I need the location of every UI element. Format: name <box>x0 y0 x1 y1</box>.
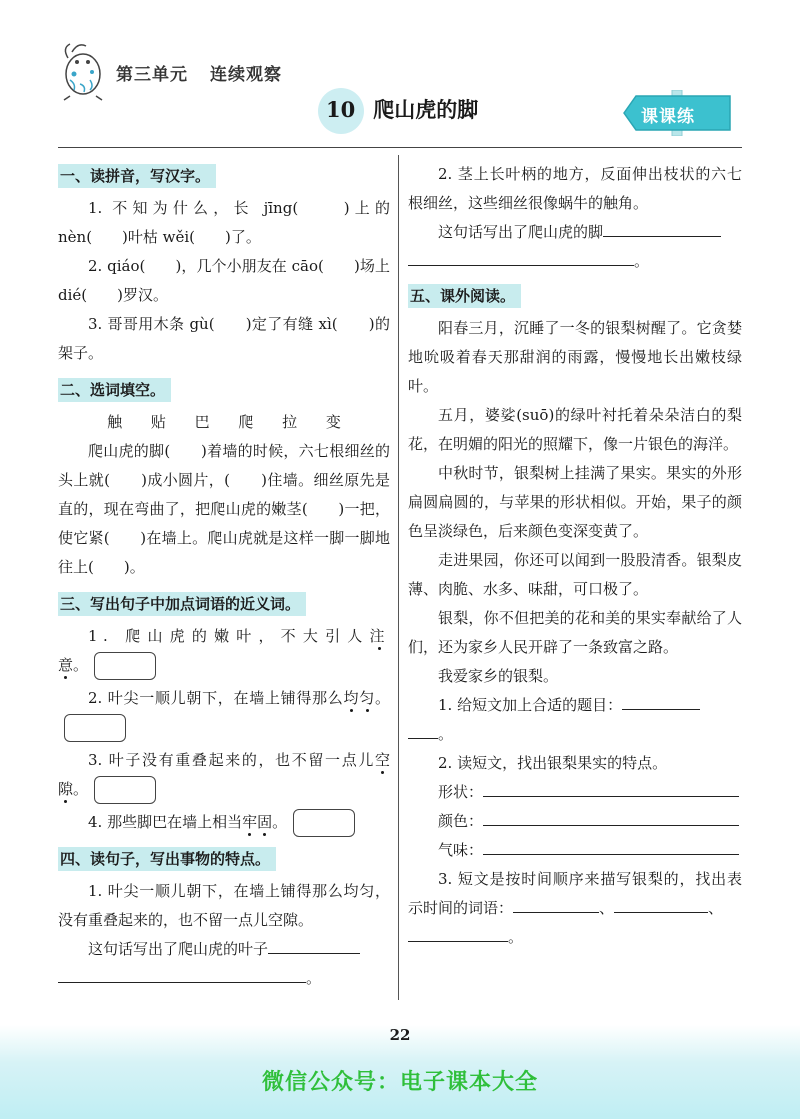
reading-paragraph-1: 阳春三月，沉睡了一冬的银梨树醒了。它贪婪地吮吸着春天那甜润的雨露，慢慢地长出嫩枝绿叶。 <box>408 319 742 395</box>
s3-q3-end: 。 <box>73 780 89 798</box>
answer-line[interactable] <box>408 926 508 942</box>
s3-q1-end: 。 <box>73 656 89 674</box>
answer-box-2[interactable] <box>64 714 126 742</box>
column-divider <box>398 155 399 1000</box>
s4-q1-answer-line-2 <box>58 964 390 993</box>
answer-line[interactable] <box>483 839 739 855</box>
s3-q1-dot-1: 注 <box>369 627 390 645</box>
section-1-title: 一、读拼音，写汉字。 <box>58 164 216 188</box>
s5-q3-end: 。 <box>508 928 524 946</box>
answer-line[interactable] <box>483 810 739 826</box>
s3-question-1 <box>58 622 390 680</box>
answer-line[interactable] <box>603 221 721 237</box>
shape-label: 形状： <box>438 783 484 801</box>
s3-q1-text: 1. 爬山虎的嫩叶，不大引人 <box>88 627 370 645</box>
answer-line[interactable] <box>408 250 634 266</box>
s3-question-4 <box>58 808 390 837</box>
s4-question-2: 2. 茎上长叶柄的地方，反面伸出枝状的六七根细丝，这些细丝很像蜗牛的触角。 <box>408 165 742 212</box>
answer-line[interactable] <box>268 938 360 954</box>
s4-q1-answer-label: 这句话写出了爬山虎的叶子 <box>88 940 269 958</box>
s4-q2-answer-prompt <box>408 218 742 247</box>
s1-question-3: 3. 哥哥用木条 gù( )定了有缝 xì( )的架子。 <box>58 315 390 362</box>
s4-q1-answer-prompt <box>58 935 390 964</box>
reading-paragraph-4: 走进果园，你还可以闻到一股股清香。银梨皮薄、肉脆、水多、味甜，可口极了。 <box>408 551 742 598</box>
s5-q1-text: 1. 给短文加上合适的题目： <box>438 696 623 714</box>
s3-q2-text: 2. 叶尖一顺儿朝下，在墙上铺得那么 <box>88 689 344 707</box>
reading-paragraph-3: 中秋时节，银梨树上挂满了果实。果实的外形扁圆扁圆的，与苹果的形状相似。开始，果子的颜色呈淡绿色，后来颜色变深变黄了。 <box>408 464 742 540</box>
s3-q1-dot-2: 意 <box>58 656 74 674</box>
reading-paragraph-2: 五月，婆娑(suō)的绿叶衬托着朵朵洁白的梨花，在明媚的阳光的照耀下，像一片银色的海洋。 <box>408 406 742 453</box>
lesson-number: 10 <box>326 97 356 122</box>
reading-paragraph-5: 银梨，你不但把美的花和美的果实奉献给了人们，还为家乡人民开辟了一条致富之路。 <box>408 609 742 656</box>
s3-q2-end: 。 <box>374 689 390 707</box>
mascot-icon <box>58 40 108 104</box>
section-2-title: 二、选词填空。 <box>58 378 171 402</box>
section-4-title: 四、读句子，写出事物的特点。 <box>58 847 276 871</box>
s3-q4-end: 。 <box>272 813 288 831</box>
s1-question-2: 2. qiáo( )，几个小朋友在 cāo( )场上 dié( )罗汉。 <box>58 257 390 304</box>
page-number: 22 <box>389 1026 411 1044</box>
answer-line[interactable] <box>513 897 599 913</box>
lesson-name: 爬山虎的脚 <box>373 97 479 122</box>
s3-q4-text: 4. 那些脚巴在墙上相当 <box>88 813 243 831</box>
answer-box-1[interactable] <box>94 652 156 680</box>
word-bank: 触 贴 巴 爬 拉 变 <box>107 413 353 431</box>
s3-question-3 <box>58 746 390 804</box>
s3-q2-dot-2: 匀 <box>359 689 375 707</box>
answer-line[interactable] <box>58 967 306 983</box>
reading-paragraph-6: 我爱家乡的银梨。 <box>438 667 559 685</box>
left-column <box>58 160 390 993</box>
smell-answer <box>408 836 742 865</box>
s3-question-2 <box>58 684 390 742</box>
s5-q3-text: 3. 短文是按时间顺序来描写银梨的，找出表示时间的词语： <box>408 870 742 917</box>
answer-box-3[interactable] <box>94 776 156 804</box>
s4-q2-end: 。 <box>634 252 650 270</box>
s5-q1-answer-line-2 <box>408 720 742 749</box>
unit-label: 第三单元 <box>116 65 188 85</box>
unit-name: 连续观察 <box>210 65 282 85</box>
answer-line[interactable] <box>483 781 739 797</box>
s4-q2-answer-line-2 <box>408 247 742 276</box>
s5-q1-end: 。 <box>438 725 454 743</box>
badge-label: 课课练 <box>641 107 695 127</box>
s5-question-1 <box>408 691 742 720</box>
s5-question-2: 2. 读短文，找出银梨果实的特点。 <box>438 754 668 772</box>
shape-answer <box>408 778 742 807</box>
section-5-title: 五、课外阅读。 <box>408 284 521 308</box>
color-label: 颜色： <box>438 812 484 830</box>
answer-box-4[interactable] <box>293 809 355 837</box>
s3-q2-dot-1: 均 <box>343 689 360 707</box>
answer-line[interactable] <box>614 897 708 913</box>
right-column <box>408 160 742 952</box>
lesson-title <box>326 94 478 124</box>
separator: 、 <box>599 899 615 917</box>
answer-line[interactable] <box>408 723 438 739</box>
section-3-title: 三、写出句子中加点词语的近义词。 <box>58 592 306 616</box>
separator: 、 <box>708 899 724 917</box>
smell-label: 气味： <box>438 841 484 859</box>
footer-watermark: 微信公众号：电子课本大全 <box>261 1070 538 1095</box>
s4-q2-answer-label: 这句话写出了爬山虎的脚 <box>438 223 604 241</box>
s4-q1-end: 。 <box>306 969 322 987</box>
s3-q4-dot-2: 固 <box>257 813 273 831</box>
s3-q3-dot-2: 隙 <box>58 780 74 798</box>
s3-q3-text: 3. 叶子没有重叠起来的，也不留一点儿 <box>88 751 375 769</box>
s5-question-3 <box>408 865 742 923</box>
s2-paragraph: 爬山虎的脚( )着墙的时候，六七根细丝的头上就( )成小圆片，( )住墙。细丝原先是直的，现在弯曲了，把爬山虎的嫩茎( )一把，使它紧( )在墙上。爬山虎就是这样一脚一脚地往上( )。 <box>58 442 390 576</box>
color-answer <box>408 807 742 836</box>
s5-q3-answer-line-2 <box>408 923 742 952</box>
s3-q3-dot-1: 空 <box>374 751 390 769</box>
answer-line[interactable] <box>622 694 700 710</box>
header-rule <box>58 147 742 148</box>
unit-title <box>116 60 282 85</box>
s4-question-1: 1. 叶尖一顺儿朝下，在墙上铺得那么均匀，没有重叠起来的，也不留一点儿空隙。 <box>58 882 390 929</box>
s1-question-1: 1. 不知为什么，长 jīng( )上的 nèn( )叶枯 wěi( )了。 <box>58 199 390 246</box>
s3-q4-dot-1: 牢 <box>242 813 258 831</box>
